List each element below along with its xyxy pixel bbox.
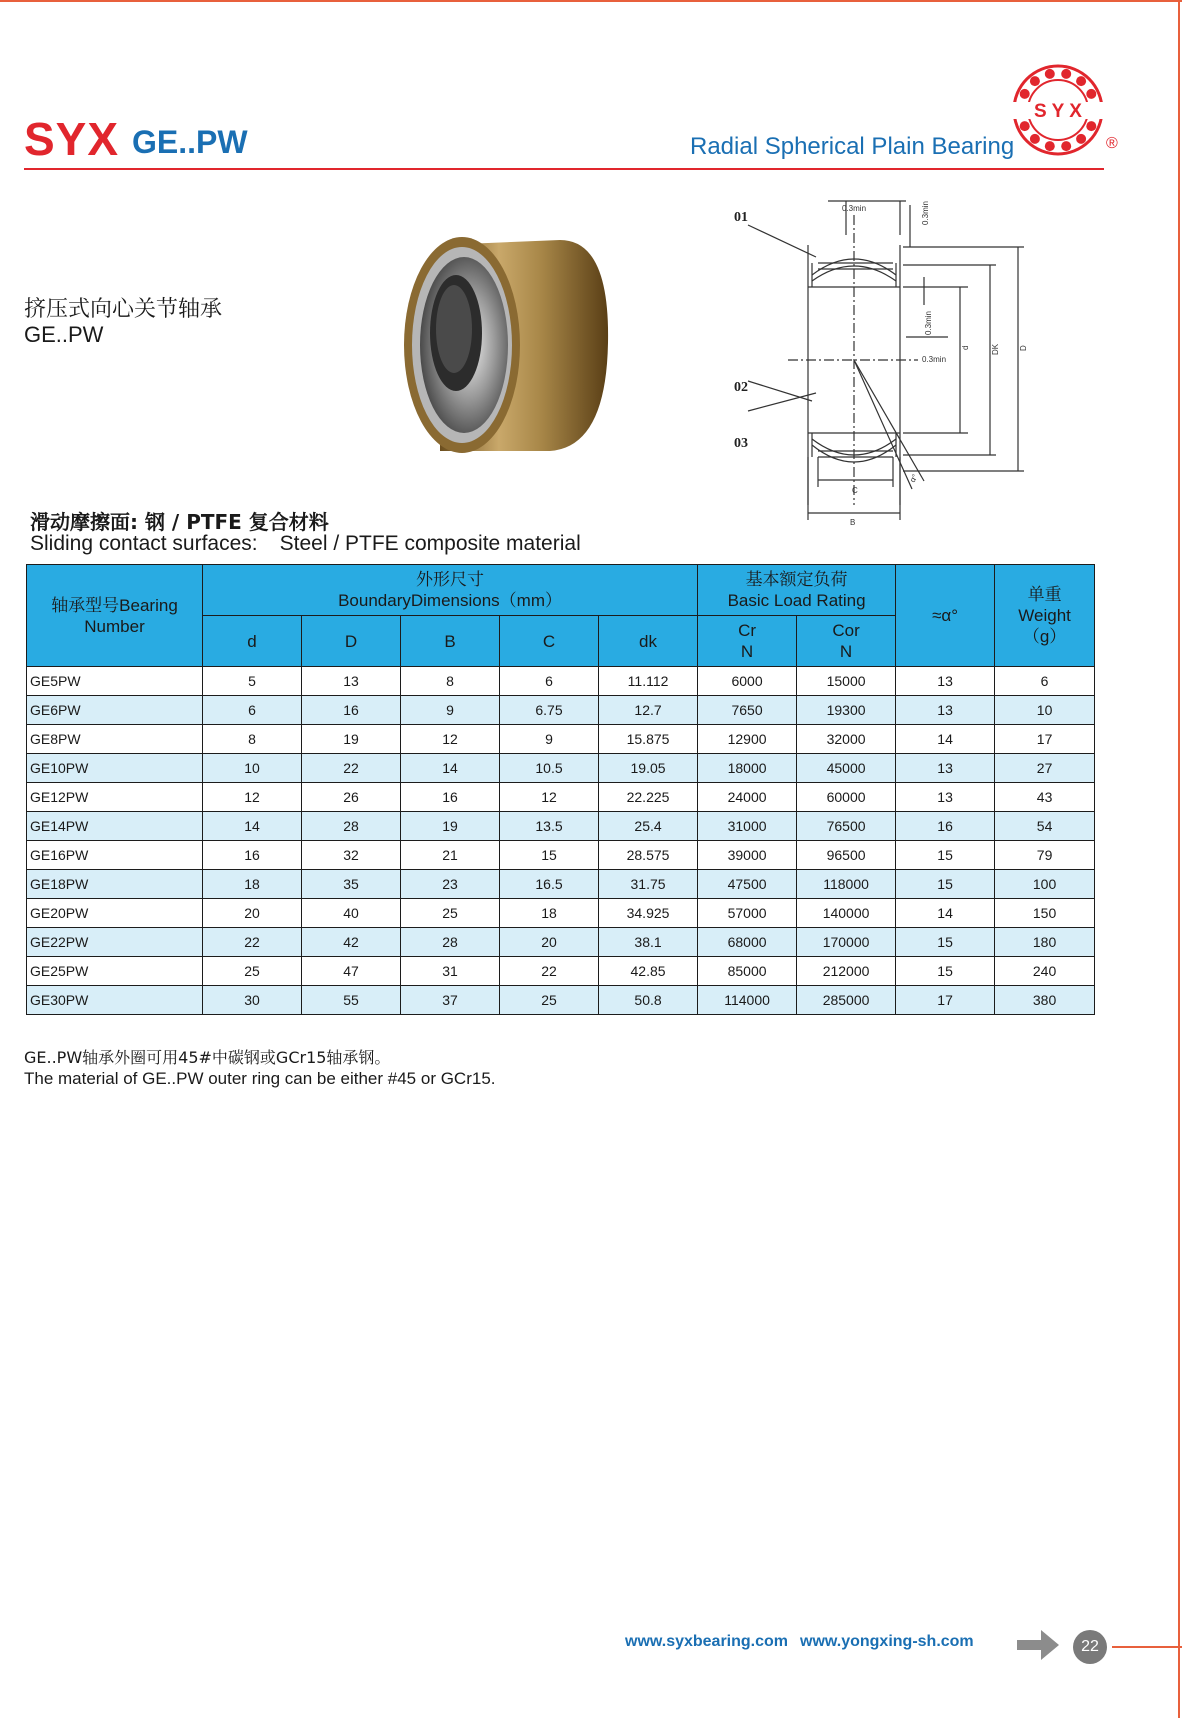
table-cell: 37 bbox=[401, 986, 500, 1015]
table-cell: 31000 bbox=[698, 812, 797, 841]
table-cell: 12900 bbox=[698, 725, 797, 754]
table-cell: 170000 bbox=[797, 928, 896, 957]
table-cell: 5 bbox=[203, 667, 302, 696]
dim-label-mid: 0.3min bbox=[922, 355, 947, 364]
dim-label-d: d bbox=[961, 345, 970, 350]
table-cell: 42 bbox=[302, 928, 401, 957]
table-cell: 39000 bbox=[698, 841, 797, 870]
logo-ball bbox=[1061, 141, 1071, 151]
table-cell: 180 bbox=[995, 928, 1095, 957]
table-row bbox=[27, 812, 1095, 841]
table-cell: 25 bbox=[500, 986, 599, 1015]
header-model bbox=[27, 565, 203, 667]
dim-label-B: B bbox=[850, 518, 856, 527]
header-weight bbox=[995, 565, 1095, 667]
table-cell: 22 bbox=[203, 928, 302, 957]
table-cell: 19 bbox=[401, 812, 500, 841]
diagram-label-01: 01 bbox=[734, 210, 748, 225]
table-cell: 8 bbox=[203, 725, 302, 754]
table-cell: 6 bbox=[203, 696, 302, 725]
table-cell: 16 bbox=[401, 783, 500, 812]
table-cell: 22.225 bbox=[599, 783, 698, 812]
header-cr-unit: N bbox=[740, 642, 754, 661]
table-cell: 10 bbox=[203, 754, 302, 783]
material-note-cn: GE..PW轴承外圈可用45#中碳钢或GCr15轴承钢。 bbox=[24, 1048, 391, 1067]
table-cell: 25.4 bbox=[599, 812, 698, 841]
table-cell: 14 bbox=[203, 812, 302, 841]
table-cell: 28.575 bbox=[599, 841, 698, 870]
table-cell: 30 bbox=[203, 986, 302, 1015]
bearing-spec-table bbox=[26, 564, 1095, 1015]
dim-label-D: D bbox=[1019, 345, 1028, 351]
brand-name: SYX bbox=[24, 113, 120, 165]
logo-ball bbox=[1061, 69, 1071, 79]
header-cr-label: Cr bbox=[738, 621, 757, 640]
table-cell: 15000 bbox=[797, 667, 896, 696]
table-cell: 47500 bbox=[698, 870, 797, 899]
table-cell: 6 bbox=[995, 667, 1095, 696]
table-cell: 79 bbox=[995, 841, 1095, 870]
table-cell: 14 bbox=[896, 725, 995, 754]
table-cell: 12 bbox=[500, 783, 599, 812]
logo-ball bbox=[1086, 121, 1096, 131]
table-cell: 60000 bbox=[797, 783, 896, 812]
table-cell: 118000 bbox=[797, 870, 896, 899]
table-cell: 28 bbox=[302, 812, 401, 841]
logo-ball bbox=[1076, 134, 1086, 144]
table-cell: 150 bbox=[995, 899, 1095, 928]
table-cell: 16.5 bbox=[500, 870, 599, 899]
sliding-surface-value: Steel / PTFE composite material bbox=[279, 532, 581, 555]
table-cell: 18 bbox=[500, 899, 599, 928]
table-cell: 9 bbox=[500, 725, 599, 754]
logo-ball bbox=[1045, 141, 1055, 151]
table-cell: 6 bbox=[500, 667, 599, 696]
table-cell: 20 bbox=[203, 899, 302, 928]
spec-table-body bbox=[27, 667, 1095, 1015]
dim-label-top: 0.3min bbox=[842, 204, 867, 213]
table-row bbox=[27, 783, 1095, 812]
table-cell: 19.05 bbox=[599, 754, 698, 783]
table-cell: 31 bbox=[401, 957, 500, 986]
table-cell: 16 bbox=[203, 841, 302, 870]
table-row bbox=[27, 754, 1095, 783]
header-load-cn: 基本额定负荷 bbox=[745, 570, 848, 589]
table-cell: 13 bbox=[896, 696, 995, 725]
table-row bbox=[27, 928, 1095, 957]
dim-label-dk: DK bbox=[991, 343, 1000, 355]
table-cell: 54 bbox=[995, 812, 1095, 841]
table-cell: 25 bbox=[203, 957, 302, 986]
cell-model: GE22PW bbox=[27, 928, 203, 957]
material-note-en: The material of GE..PW outer ring can be either #45 or GCr15. bbox=[24, 1069, 496, 1088]
table-cell: 16 bbox=[302, 696, 401, 725]
syx-logo bbox=[1008, 62, 1118, 162]
header-weight-en: Weight bbox=[1018, 606, 1071, 625]
table-cell: 12.7 bbox=[599, 696, 698, 725]
logo-ball bbox=[1030, 76, 1040, 86]
table-cell: 23 bbox=[401, 870, 500, 899]
header-dims-en: BoundaryDimensions（mm） bbox=[338, 591, 562, 610]
header-alpha: ≈α° bbox=[896, 565, 995, 667]
table-cell: 25 bbox=[401, 899, 500, 928]
table-cell: 17 bbox=[896, 986, 995, 1015]
table-cell: 285000 bbox=[797, 986, 896, 1015]
cell-model: GE25PW bbox=[27, 957, 203, 986]
header-B: B bbox=[401, 616, 500, 667]
table-cell: 26 bbox=[302, 783, 401, 812]
product-title-en: GE..PW bbox=[24, 322, 104, 347]
cell-model: GE14PW bbox=[27, 812, 203, 841]
table-cell: 12 bbox=[203, 783, 302, 812]
table-cell: 100 bbox=[995, 870, 1095, 899]
table-cell: 16 bbox=[896, 812, 995, 841]
table-row bbox=[27, 870, 1095, 899]
top-accent-line bbox=[0, 0, 1182, 2]
dim-label-right-mid: 0.3min bbox=[924, 310, 933, 335]
sliding-surface-label: Sliding contact surfaces: bbox=[30, 532, 258, 555]
sliding-surface-cn: 滑动摩擦面: 钢 / PTFE 复合材料 bbox=[30, 510, 329, 534]
table-cell: 14 bbox=[401, 754, 500, 783]
table-cell: 10.5 bbox=[500, 754, 599, 783]
table-cell: 15 bbox=[896, 841, 995, 870]
table-cell: 34.925 bbox=[599, 899, 698, 928]
header-cor-unit: N bbox=[839, 642, 853, 661]
footer-link-yongxing[interactable]: www.yongxing-sh.com bbox=[800, 1633, 974, 1650]
logo-ball bbox=[1086, 89, 1096, 99]
registered-mark: ® bbox=[1106, 135, 1118, 152]
table-cell: 38.1 bbox=[599, 928, 698, 957]
table-cell: 13.5 bbox=[500, 812, 599, 841]
table-cell: 43 bbox=[995, 783, 1095, 812]
bearing-photo bbox=[400, 225, 615, 465]
page-number: 22 bbox=[1073, 1630, 1107, 1664]
table-cell: 13 bbox=[302, 667, 401, 696]
header-cr bbox=[698, 616, 797, 667]
table-cell: 12 bbox=[401, 725, 500, 754]
cell-model: GE6PW bbox=[27, 696, 203, 725]
header-dims-cn: 外形尺寸 bbox=[416, 570, 485, 589]
table-cell: 45000 bbox=[797, 754, 896, 783]
table-cell: 15 bbox=[896, 957, 995, 986]
logo-ball bbox=[1020, 121, 1030, 131]
table-cell: 6.75 bbox=[500, 696, 599, 725]
dim-label-alpha: α° bbox=[907, 472, 920, 484]
table-cell: 40 bbox=[302, 899, 401, 928]
table-cell: 15 bbox=[896, 870, 995, 899]
table-cell: 17 bbox=[995, 725, 1095, 754]
cell-model: GE30PW bbox=[27, 986, 203, 1015]
table-cell: 19 bbox=[302, 725, 401, 754]
header-d: d bbox=[203, 616, 302, 667]
footer-link-syxbearing[interactable]: www.syxbearing.com bbox=[625, 1633, 789, 1650]
diagram-label-03: 03 bbox=[734, 436, 748, 451]
table-cell: 22 bbox=[302, 754, 401, 783]
header-cor-label: Cor bbox=[832, 621, 860, 640]
table-cell: 240 bbox=[995, 957, 1095, 986]
table-cell: 32000 bbox=[797, 725, 896, 754]
logo-ball bbox=[1030, 134, 1040, 144]
table-cell: 57000 bbox=[698, 899, 797, 928]
arrow-right-icon bbox=[1015, 1628, 1061, 1662]
cell-model: GE12PW bbox=[27, 783, 203, 812]
table-cell: 13 bbox=[896, 783, 995, 812]
bearing-cross-section-diagram bbox=[728, 195, 1048, 530]
table-cell: 21 bbox=[401, 841, 500, 870]
table-cell: 10 bbox=[995, 696, 1095, 725]
dim-label-right-top: 0.3min bbox=[921, 200, 930, 225]
table-row bbox=[27, 725, 1095, 754]
table-cell: 28 bbox=[401, 928, 500, 957]
table-cell: 212000 bbox=[797, 957, 896, 986]
header-C: C bbox=[500, 616, 599, 667]
header-boundary-dimensions bbox=[203, 565, 698, 616]
table-cell: 7650 bbox=[698, 696, 797, 725]
header-divider bbox=[24, 168, 1104, 170]
logo-text: S Y X bbox=[1034, 101, 1082, 122]
header-model-en: Number bbox=[84, 616, 145, 636]
table-cell: 68000 bbox=[698, 928, 797, 957]
table-cell: 18 bbox=[203, 870, 302, 899]
table-cell: 8 bbox=[401, 667, 500, 696]
table-cell: 6000 bbox=[698, 667, 797, 696]
header-weight-cn: 单重 bbox=[1027, 585, 1062, 604]
cell-model: GE10PW bbox=[27, 754, 203, 783]
sliding-surface-en bbox=[30, 532, 581, 556]
table-row bbox=[27, 841, 1095, 870]
header-weight-unit: （g） bbox=[1022, 627, 1067, 646]
page-subtitle: Radial Spherical Plain Bearing bbox=[690, 133, 1015, 160]
table-cell: 15 bbox=[896, 928, 995, 957]
table-cell: 9 bbox=[401, 696, 500, 725]
header-dk: dk bbox=[599, 616, 698, 667]
table-row bbox=[27, 696, 1095, 725]
table-cell: 24000 bbox=[698, 783, 797, 812]
table-row bbox=[27, 986, 1095, 1015]
table-cell: 18000 bbox=[698, 754, 797, 783]
table-cell: 47 bbox=[302, 957, 401, 986]
header-model-cn: 轴承型号Bearing bbox=[51, 595, 178, 615]
table-cell: 42.85 bbox=[599, 957, 698, 986]
table-cell: 14 bbox=[896, 899, 995, 928]
logo-ball bbox=[1076, 76, 1086, 86]
table-row bbox=[27, 667, 1095, 696]
table-cell: 32 bbox=[302, 841, 401, 870]
footer-urls bbox=[625, 1633, 974, 1651]
cell-model: GE5PW bbox=[27, 667, 203, 696]
right-accent-line bbox=[1178, 0, 1180, 1718]
table-cell: 11.112 bbox=[599, 667, 698, 696]
cell-model: GE8PW bbox=[27, 725, 203, 754]
cell-model: GE18PW bbox=[27, 870, 203, 899]
header-load-en: Basic Load Rating bbox=[727, 591, 866, 610]
table-row bbox=[27, 899, 1095, 928]
table-cell: 15 bbox=[500, 841, 599, 870]
table-cell: 15.875 bbox=[599, 725, 698, 754]
product-title-cn: 挤压式向心关节轴承 bbox=[24, 297, 223, 322]
table-cell: 13 bbox=[896, 667, 995, 696]
table-cell: 140000 bbox=[797, 899, 896, 928]
table-cell: 31.75 bbox=[599, 870, 698, 899]
table-cell: 13 bbox=[896, 754, 995, 783]
cell-model: GE16PW bbox=[27, 841, 203, 870]
table-cell: 114000 bbox=[698, 986, 797, 1015]
logo-ball bbox=[1045, 69, 1055, 79]
table-cell: 22 bbox=[500, 957, 599, 986]
table-cell: 35 bbox=[302, 870, 401, 899]
table-cell: 50.8 bbox=[599, 986, 698, 1015]
table-cell: 380 bbox=[995, 986, 1095, 1015]
diagram-label-02: 02 bbox=[734, 380, 748, 395]
table-cell: 76500 bbox=[797, 812, 896, 841]
table-cell: 20 bbox=[500, 928, 599, 957]
cell-model: GE20PW bbox=[27, 899, 203, 928]
dim-label-C: C bbox=[852, 486, 858, 495]
header-load-rating bbox=[698, 565, 896, 616]
table-cell: 85000 bbox=[698, 957, 797, 986]
logo-ball bbox=[1020, 89, 1030, 99]
header-cor bbox=[797, 616, 896, 667]
table-cell: 96500 bbox=[797, 841, 896, 870]
model-title: GE..PW bbox=[132, 124, 248, 160]
table-cell: 27 bbox=[995, 754, 1095, 783]
table-cell: 19300 bbox=[797, 696, 896, 725]
footer-accent-line bbox=[1112, 1646, 1182, 1648]
header-D: D bbox=[302, 616, 401, 667]
table-row bbox=[27, 957, 1095, 986]
table-cell: 55 bbox=[302, 986, 401, 1015]
